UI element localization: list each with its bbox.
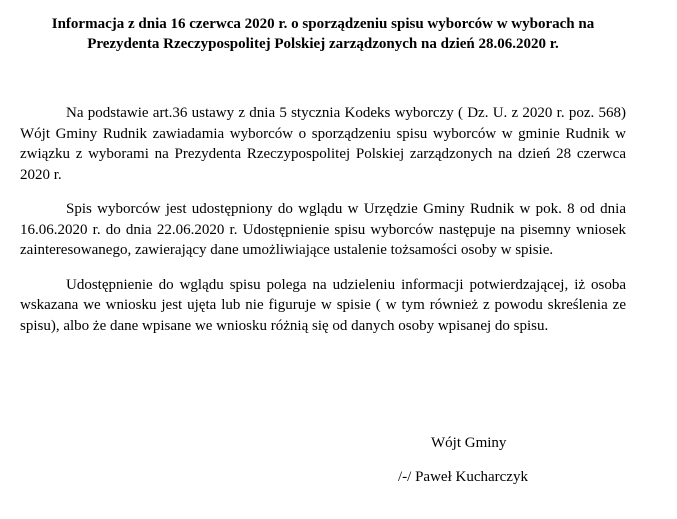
document-title xyxy=(20,14,626,54)
signature-name: /-/ Paweł Kucharczyk xyxy=(398,469,528,485)
paragraph-disclosure: Udostępnienie do wglądu spisu polega na udzieleniu informacji potwierdzającej, iż osoba wskazana we wniosku jest ujęta lub nie figuruje w spisie ( w tym również z powodu skreślenia ze spisu), albo że dane wpisane we wniosku różnią się od danych osoby wpisanej do spisu. xyxy=(20,276,626,334)
signature-role: Wójt Gminy xyxy=(431,435,507,451)
paragraph-legal-basis: Na podstawie art.36 ustawy z dnia 5 stycznia Kodeks wyborczy ( Dz. U. z 2020 r. poz. 568) Wójt Gminy Rudnik zawiadamia wyborców o sporządzeniu spisu wyborców w gminie Rudnik w związku z wyborami na Prezydenta Rzeczypospolitej Polskiej zarządzonych na dzień 28 czerwca 2020 r. xyxy=(20,105,626,183)
document xyxy=(20,14,626,350)
document-body xyxy=(20,103,626,336)
document-title-line-2: Prezydenta Rzeczypospolitej Polskiej zarządzonych na dzień 28.06.2020 r. xyxy=(87,36,559,52)
document-title-line-1: Informacja z dnia 16 czerwca 2020 r. o sporządzeniu spisu wyborców w wyborach na xyxy=(51,16,595,32)
paragraph-availability: Spis wyborców jest udostępniony do wglądu w Urzędzie Gminy Rudnik w pok. 8 od dnia 16.06.2020 r. do dnia 22.06.2020 r. Udostępnienie spisu wyborców następuje na pisemny wniosek zainteresowanego, zawierający dane umożliwiające ustalenie tożsamości osoby w spisie. xyxy=(20,201,626,258)
